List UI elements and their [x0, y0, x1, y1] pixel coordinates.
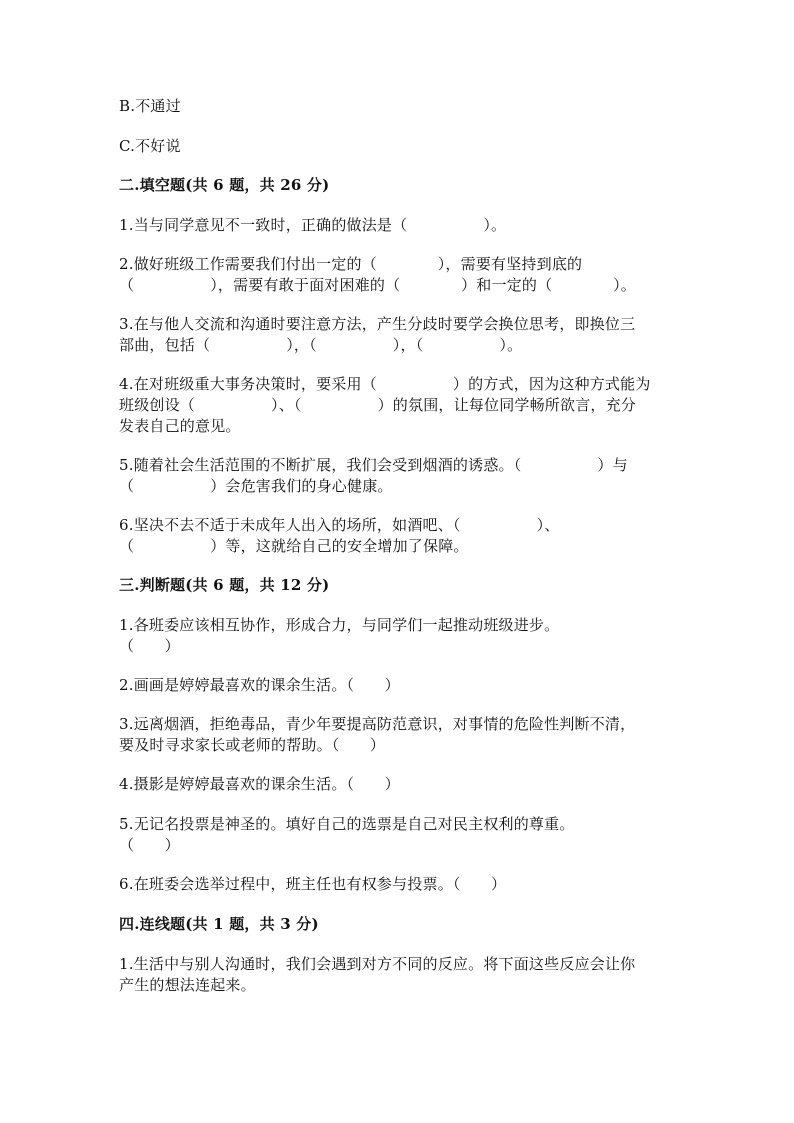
fill-q4-line2: 班级创设（ ）、（ ）的氛围，让每位同学畅所欲言，充分	[119, 396, 637, 414]
tf-q6-line1: 6.在班委会选举过程中，班主任也有权参与投票。（ ）	[119, 875, 507, 893]
tf-q1-line2: （ ）	[119, 637, 180, 655]
tf-q5-line1: 5.无记名投票是神圣的。填好自己的选票是自己对民主权利的尊重。	[119, 815, 575, 833]
match-q1-line2: 产生的想法连起来。	[119, 976, 256, 994]
fill-q2-line2: （ ），需要有敢于面对困难的（ ）和一定的（ ）。	[119, 276, 637, 294]
tf-q3-line2: 要及时寻求家长或老师的帮助。（ ）	[119, 736, 386, 754]
tf-q2-line1: 2.画画是婷婷最喜欢的课余生活。（ ）	[119, 676, 400, 694]
section-heading-matching: 四.连线题(共 1 题，共 3 分)	[119, 915, 319, 933]
tf-q1-line1: 1.各班委应该相互协作，形成合力，与同学们一起推动班级进步。	[119, 616, 560, 634]
fill-q2-line1: 2.做好班级工作需要我们付出一定的（ ），需要有坚持到底的	[119, 255, 583, 273]
tf-q3-line1: 3.远离烟酒，拒绝毒品，青少年要提高防范意识，对事情的危险性判断不清，	[119, 715, 636, 733]
option-b: B.不通过	[119, 97, 181, 115]
fill-q5-line2: （ ）会危害我们的身心健康。	[119, 477, 393, 495]
fill-q3-line2: 部曲，包括（ ），（ ），（ ）。	[119, 336, 523, 354]
fill-q5-line1: 5.随着社会生活范围的不断扩展，我们会受到烟酒的诱惑。（ ）与	[119, 456, 628, 474]
fill-q1-line1: 1.当与同学意见不一致时，正确的做法是（ ）。	[119, 216, 507, 234]
match-q1-line1: 1.生活中与别人沟通时，我们会遇到对方不同的反应。将下面这些反应会让你	[119, 955, 636, 973]
section-heading-true-false: 三.判断题(共 6 题，共 12 分)	[119, 576, 330, 594]
fill-q4-line1: 4.在对班级重大事务决策时，要采用（ ）的方式，因为这种方式能为	[119, 375, 651, 393]
option-c: C.不好说	[119, 137, 181, 155]
section-heading-fill-in: 二.填空题(共 6 题，共 26 分)	[119, 176, 330, 194]
fill-q6-line1: 6.坚决不去不适于未成年人出入的场所，如酒吧、（ ）、	[119, 516, 560, 534]
fill-q6-line2: （ ）等，这就给自己的安全增加了保障。	[119, 537, 469, 555]
tf-q4-line1: 4.摄影是婷婷最喜欢的课余生活。（ ）	[119, 775, 400, 793]
tf-q5-line2: （ ）	[119, 836, 180, 854]
fill-q3-line1: 3.在与他人交流和沟通时要注意方法，产生分歧时要学会换位思考，即换位三	[119, 315, 636, 333]
fill-q4-line3: 发表自己的意见。	[119, 417, 241, 435]
